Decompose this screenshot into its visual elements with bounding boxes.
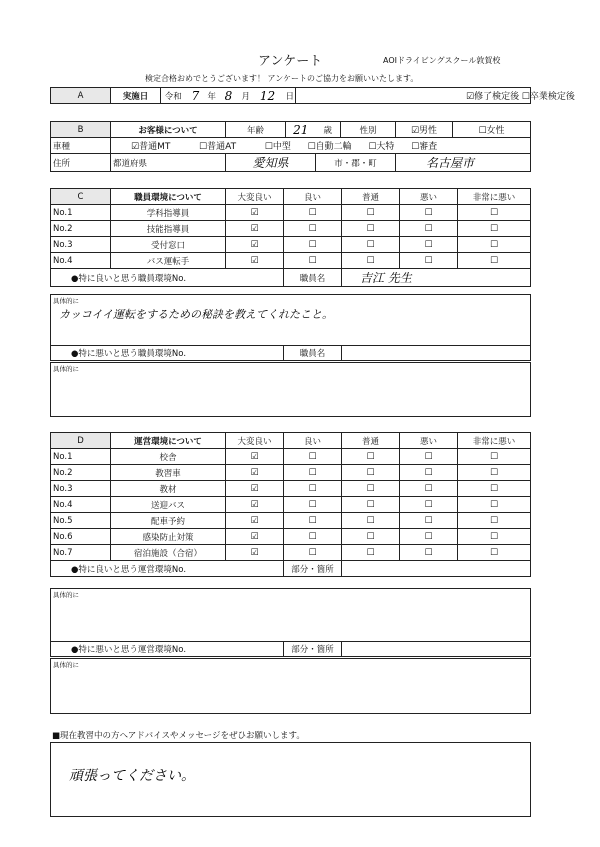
row-name: 送迎バス	[111, 497, 226, 513]
rating-checkbox[interactable]: ☐	[284, 449, 342, 465]
exam-type-graduation[interactable]: ☐卒業検定後	[521, 92, 575, 102]
row-no: No.1	[51, 205, 111, 221]
rating-checkbox[interactable]: ☐	[284, 529, 342, 545]
col-header: 非常に悪い	[458, 189, 531, 205]
age-label: 年齢	[226, 122, 286, 138]
rating-checkbox[interactable]: ☐	[342, 529, 400, 545]
table-row	[51, 545, 531, 561]
message-box[interactable]	[50, 742, 531, 817]
table-row	[51, 529, 531, 545]
rating-checkbox[interactable]: ☑	[226, 529, 284, 545]
row-name: 教材	[111, 481, 226, 497]
rating-checkbox[interactable]: ☑	[226, 545, 284, 561]
good-staff-detail-text[interactable]: カッコイイ運転をするための秘訣を教えてくれたこと。	[59, 308, 334, 321]
rating-checkbox[interactable]: ☐	[458, 205, 531, 221]
car-option[interactable]: ☐自動二輪	[307, 142, 352, 152]
row-no: No.7	[51, 545, 111, 561]
row-name: 宿泊施設（合宿）	[111, 545, 226, 561]
message-label: ■現在教習中の方へアドバイスやメッセージをぜひお願いします。	[52, 731, 305, 741]
day-value[interactable]: 12	[252, 88, 284, 104]
rating-checkbox[interactable]: ☐	[458, 513, 531, 529]
col-header: 大変良い	[226, 189, 284, 205]
detail-label: 具体的に	[53, 661, 79, 669]
rating-checkbox[interactable]: ☐	[284, 513, 342, 529]
rating-checkbox[interactable]: ☐	[458, 253, 531, 269]
detail-label: 具体的に	[53, 591, 79, 599]
rating-checkbox[interactable]: ☐	[458, 237, 531, 253]
rating-checkbox[interactable]: ☐	[400, 481, 458, 497]
exam-type[interactable]	[296, 88, 575, 104]
exam-type-completion[interactable]: ☑修了検定後	[466, 92, 520, 102]
row-name: 感染防止対策	[111, 529, 226, 545]
bad-ops-detail-box[interactable]	[50, 658, 531, 714]
bad-staff-name-value[interactable]	[342, 345, 531, 361]
good-ops-label: ●特に良いと思う運営環境No.	[51, 561, 284, 577]
bad-staff-detail-box[interactable]	[50, 362, 531, 417]
rating-checkbox[interactable]: ☐	[458, 449, 531, 465]
row-no: No.3	[51, 237, 111, 253]
row-name: 校舎	[111, 449, 226, 465]
rating-checkbox[interactable]: ☐	[400, 253, 458, 269]
staff-name-value[interactable]: 吉江 先生	[342, 269, 531, 287]
car-option[interactable]: ☐大特	[368, 142, 395, 152]
rating-checkbox[interactable]: ☑	[226, 221, 284, 237]
col-header: 普通	[342, 189, 400, 205]
rating-checkbox[interactable]: ☑	[226, 513, 284, 529]
col-header: 良い	[284, 189, 342, 205]
table-row	[51, 497, 531, 513]
table-row	[51, 253, 531, 269]
intro-text: 検定合格おめでとうございます！ アンケートのご協力をお願いいたします。	[145, 74, 419, 83]
section-c-label: C	[51, 189, 111, 205]
rating-checkbox[interactable]: ☐	[342, 513, 400, 529]
bad-staff-row	[50, 345, 531, 361]
section-b-table	[50, 121, 531, 172]
col-header: 非常に悪い	[458, 433, 531, 449]
school-name: AOIドライビングスクール敦賀校	[383, 56, 501, 65]
rating-checkbox[interactable]: ☐	[284, 545, 342, 561]
rating-checkbox[interactable]: ☐	[342, 497, 400, 513]
rating-checkbox[interactable]: ☑	[226, 481, 284, 497]
col-header: 良い	[284, 433, 342, 449]
car-option[interactable]: ☑普通MT	[131, 142, 171, 152]
row-name: 学科指導員	[111, 205, 226, 221]
good-ops-part-value[interactable]	[342, 561, 531, 577]
rating-checkbox[interactable]: ☑	[226, 205, 284, 221]
row-no: No.2	[51, 221, 111, 237]
rating-checkbox[interactable]: ☐	[284, 237, 342, 253]
row-no: No.3	[51, 481, 111, 497]
section-d-label: D	[51, 433, 111, 449]
col-header: 悪い	[400, 189, 458, 205]
bad-ops-label: ●特に悪いと思う運営環境No.	[51, 641, 284, 657]
month-value[interactable]: 8	[218, 88, 240, 104]
rating-checkbox[interactable]: ☑	[226, 253, 284, 269]
rating-checkbox[interactable]: ☑	[226, 497, 284, 513]
year-unit: 年	[206, 88, 218, 104]
rating-checkbox[interactable]: ☐	[284, 497, 342, 513]
rating-checkbox[interactable]: ☐	[342, 253, 400, 269]
era: 令和	[161, 88, 186, 104]
bad-ops-part-value[interactable]	[342, 641, 531, 657]
rating-checkbox[interactable]: ☐	[458, 545, 531, 561]
row-no: No.4	[51, 497, 111, 513]
rating-checkbox[interactable]: ☑	[226, 465, 284, 481]
car-label: 車種	[51, 138, 111, 154]
rating-checkbox[interactable]: ☐	[400, 513, 458, 529]
row-no: No.1	[51, 449, 111, 465]
pref-label: 都道府県	[111, 154, 226, 172]
rating-checkbox[interactable]: ☐	[342, 449, 400, 465]
good-ops-detail-box[interactable]	[50, 588, 531, 642]
row-no: No.4	[51, 253, 111, 269]
rating-checkbox[interactable]: ☐	[458, 529, 531, 545]
table-row	[51, 237, 531, 253]
bad-staff-label: ●特に悪いと思う職員環境No.	[51, 345, 284, 361]
detail-label: 具体的に	[53, 365, 79, 373]
gender-male[interactable]: ☑男性	[396, 122, 453, 138]
detail-label: 具体的に	[53, 297, 79, 305]
pref-value[interactable]: 愛知県	[226, 154, 316, 172]
day-unit: 日	[284, 88, 296, 104]
age-unit: 歳	[316, 122, 341, 138]
rating-checkbox[interactable]: ☐	[284, 205, 342, 221]
row-no: No.5	[51, 513, 111, 529]
rating-checkbox[interactable]: ☐	[284, 481, 342, 497]
bad-staff-name-label: 職員名	[284, 345, 342, 361]
city-value[interactable]: 名古屋市	[396, 154, 531, 172]
address-label: 住所	[51, 154, 111, 172]
rating-checkbox[interactable]: ☑	[226, 237, 284, 253]
rating-checkbox[interactable]: ☐	[400, 545, 458, 561]
section-b-label: B	[51, 122, 111, 138]
bad-part-label: 部分・箇所	[284, 641, 342, 657]
section-d-table	[50, 432, 531, 577]
row-name: 教習車	[111, 465, 226, 481]
rating-checkbox[interactable]: ☐	[400, 465, 458, 481]
car-option[interactable]: ☐審査	[411, 142, 438, 152]
row-name: バス運転手	[111, 253, 226, 269]
table-row	[51, 513, 531, 529]
rating-checkbox[interactable]: ☐	[342, 221, 400, 237]
good-staff-detail-box[interactable]	[50, 294, 531, 346]
message-text[interactable]: 頑張ってください。	[69, 768, 195, 784]
section-c-table	[50, 188, 531, 287]
good-staff-label: ●特に良いと思う職員環境No.	[51, 269, 284, 287]
col-header: 普通	[342, 433, 400, 449]
rating-checkbox[interactable]: ☐	[458, 465, 531, 481]
year-value[interactable]: 7	[186, 88, 206, 104]
col-header: 悪い	[400, 433, 458, 449]
car-option[interactable]: ☐普通AT	[199, 142, 237, 152]
city-label: 市・郡・町	[316, 154, 396, 172]
col-header: 大変良い	[226, 433, 284, 449]
row-no: No.6	[51, 529, 111, 545]
section-a-label: A	[51, 88, 111, 104]
section-c-title: 職員環境について	[111, 189, 226, 205]
gender-label: 性別	[341, 122, 396, 138]
table-row	[51, 481, 531, 497]
rating-checkbox[interactable]: ☐	[342, 545, 400, 561]
car-option[interactable]: ☐中型	[264, 142, 291, 152]
month-unit: 月	[240, 88, 252, 104]
gender-female[interactable]: ☐女性	[453, 122, 531, 138]
bad-ops-row	[50, 641, 531, 657]
rating-checkbox[interactable]: ☐	[342, 205, 400, 221]
rating-checkbox[interactable]: ☐	[400, 529, 458, 545]
rating-checkbox[interactable]: ☐	[458, 497, 531, 513]
part-label: 部分・箇所	[284, 561, 342, 577]
rating-checkbox[interactable]: ☐	[342, 481, 400, 497]
rating-checkbox[interactable]: ☑	[226, 449, 284, 465]
row-name: 受付窓口	[111, 237, 226, 253]
row-no: No.2	[51, 465, 111, 481]
rating-checkbox[interactable]: ☐	[400, 221, 458, 237]
rating-checkbox[interactable]: ☐	[458, 221, 531, 237]
form-title: アンケート	[258, 54, 323, 69]
table-row	[51, 465, 531, 481]
table-row	[51, 449, 531, 465]
date-label: 実施日	[111, 88, 161, 104]
rating-checkbox[interactable]: ☐	[400, 205, 458, 221]
rating-checkbox[interactable]: ☐	[458, 481, 531, 497]
rating-checkbox[interactable]: ☐	[342, 237, 400, 253]
staff-name-label: 職員名	[284, 269, 342, 287]
rating-checkbox[interactable]: ☐	[284, 253, 342, 269]
section-a-table	[50, 87, 575, 104]
rating-checkbox[interactable]: ☐	[342, 465, 400, 481]
table-row	[51, 221, 531, 237]
car-options[interactable]	[111, 138, 531, 154]
section-b-title: お客様について	[111, 122, 226, 138]
rating-checkbox[interactable]: ☐	[400, 237, 458, 253]
rating-checkbox[interactable]: ☐	[400, 449, 458, 465]
rating-checkbox[interactable]: ☐	[400, 497, 458, 513]
rating-checkbox[interactable]: ☐	[284, 465, 342, 481]
row-name: 配車予約	[111, 513, 226, 529]
table-row	[51, 205, 531, 221]
section-d-title: 運営環境について	[111, 433, 226, 449]
age-value[interactable]: 21	[286, 122, 316, 138]
rating-checkbox[interactable]: ☐	[284, 221, 342, 237]
row-name: 技能指導員	[111, 221, 226, 237]
